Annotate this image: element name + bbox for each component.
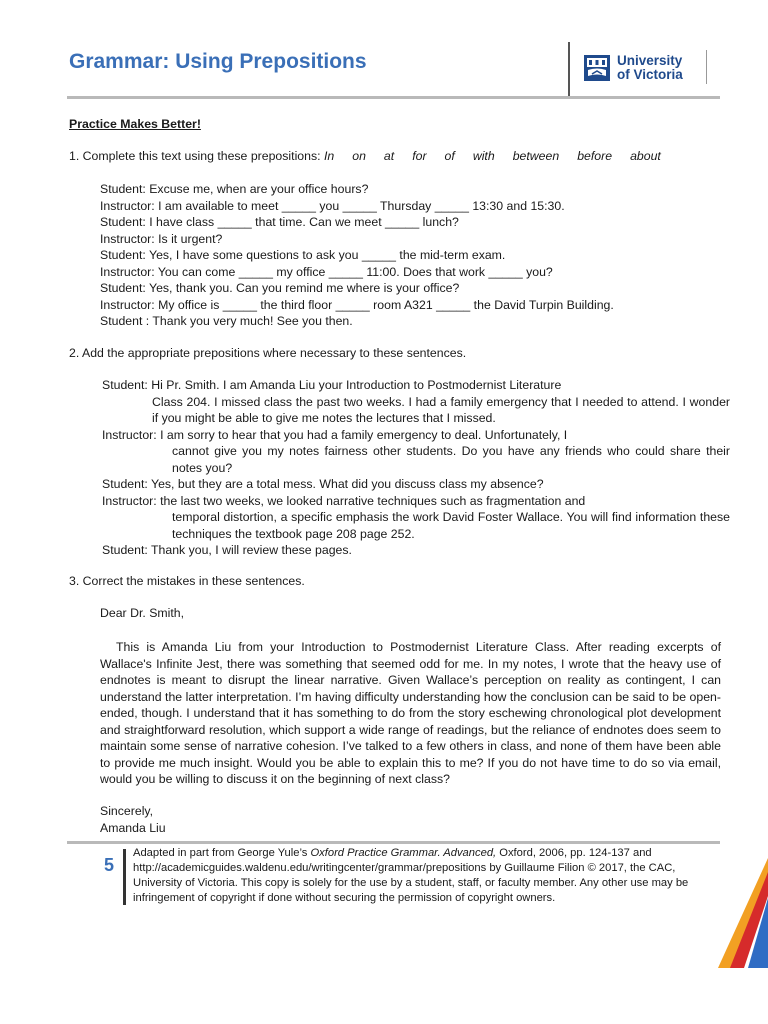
university-logo [583, 54, 683, 82]
dialogue-line: Instructor: the last two weeks, we looked narrative techniques such as fragmentation and [102, 493, 586, 508]
page-title: Grammar: Using Prepositions [69, 50, 367, 73]
dialogue-line: Student: Yes, thank you. Can you remind me where is your office? [100, 281, 460, 295]
header-divider-right [706, 50, 707, 84]
footer-attribution [133, 846, 727, 906]
dialogue-line: Student: Yes, but they are a total mess. What did you discuss class my absence? [102, 477, 544, 491]
logo-wordmark [617, 54, 683, 82]
preposition: of [444, 149, 455, 163]
letter-salutation: Dear Dr. Smith, [100, 606, 185, 620]
dialogue-line: Instructor: My office is _____ the third floor _____ room A321 _____ the David Turpin Building. [100, 297, 614, 312]
dialogue-turn [102, 377, 730, 427]
logo-line-2: of Victoria [617, 67, 683, 82]
preposition: about [630, 149, 661, 163]
preposition: at [383, 149, 395, 163]
page-number: 5 [104, 855, 115, 875]
letter-body: This is Amanda Liu from your Introduction to Postmodernist Literature Class. After reading excerpts of Wallace's Infinite Jest, there was something that seemed odd for me. In my notes, I wrote that the heavy use of endnotes is meant to disrupt the linear narrative. Given Wallace’s perception on reality as contingent, I can understand the latter interpretation. I’m having difficulty understanding how the conclusion can be said to be open-ended, though. I understand that it has something to do from the story eschewing chronological plot development and straightforward resolution, which support a wide range of readings, but the reliance of endnotes does seem to maintain some sense of narrative cohesion. I’ve talked to a few others in class, and none of them have been able to provide me much insight. Would you be able to explain this to me? If you do not have time to do so via email, would you be willing to discuss it on the beginning of next class? [100, 640, 721, 786]
exercise-1-dialogue [100, 181, 614, 330]
preposition: In [323, 149, 335, 163]
signature-name: Amanda Liu [100, 820, 166, 835]
dialogue-line: Student: Excuse me, when are your office hours? [100, 182, 369, 196]
dialogue-line: Student: I have class _____ that time. Can we meet _____ lunch? [100, 215, 459, 229]
footer-divider [123, 849, 126, 905]
preposition: before [577, 149, 613, 163]
dialogue-turn [102, 493, 730, 543]
footer-book-title: Oxford Practice Grammar. Advanced, [310, 847, 497, 859]
dialogue-line: Instructor: I am available to meet _____ you _____ Thursday _____ 13:30 and 15:30. [100, 198, 565, 213]
closing-phrase: Sincerely, [100, 804, 154, 818]
footer-rule [67, 841, 720, 844]
footer-text-after: Oxford, 2006, pp. 124-137 and http://academicguides.waldenu.edu/writingcenter/grammar/prepositions by Guillaume Filion © 2017, the CAC, University of Victoria. This copy is solely for the use by a student, staff, or faculty member. Any other use may be infringement of copyright if done without securing the permission of copyright owners. [133, 847, 689, 904]
dialogue-turn [102, 476, 730, 493]
header-rule [67, 96, 720, 99]
exercise-3-instruction: 3. Correct the mistakes in these sentences. [69, 574, 305, 588]
uvic-crest-icon [583, 54, 611, 82]
dialogue-line: Student : Thank you very much! See you then. [100, 314, 353, 328]
preposition: between [512, 149, 560, 163]
preposition: for [412, 149, 427, 163]
dialogue-line: Student: Thank you, I will review these pages. [102, 543, 352, 557]
exercise-2-dialogue [102, 377, 730, 559]
dialogue-continuation: cannot give you my notes fairness other students. Do you have any friends who could share their notes you? [172, 444, 730, 475]
dialogue-continuation: temporal distortion, a specific emphasis the work David Foster Wallace. You will find information these techniques the textbook page 208 page 252. [172, 510, 730, 541]
letter-closing [100, 803, 166, 836]
exercise-2-instruction: 2. Add the appropriate prepositions where necessary to these sentences. [69, 346, 467, 360]
dialogue-line: Student: Hi Pr. Smith. I am Amanda Liu your Introduction to Postmodernist Literature [102, 378, 562, 392]
dialogue-line: Instructor: I am sorry to hear that you had a family emergency to deal. Unfortunately, I [102, 427, 568, 442]
header-divider [568, 42, 570, 99]
exercise-1-instruction [69, 149, 679, 163]
dialogue-turn [102, 427, 730, 477]
dialogue-line: Student: Yes, I have some questions to ask you _____ the mid-term exam. [100, 248, 506, 262]
dialogue-turn [102, 542, 730, 559]
preposition-list [324, 149, 679, 163]
logo-line-1: University [617, 53, 683, 68]
exercise-1-instruction-text: 1. Complete this text using these prepositions: [69, 149, 321, 163]
dialogue-line: Instructor: Is it urgent? [100, 231, 223, 246]
dialogue-line: Instructor: You can come _____ my office _____ 11:00. Does that work _____ you? [100, 264, 553, 279]
preposition: on [352, 149, 366, 163]
footer-text-before: Adapted in part from George Yule’s [133, 847, 311, 859]
preposition: with [472, 149, 495, 163]
section-heading: Practice Makes Better! [69, 117, 201, 131]
corner-stripes-decoration [718, 858, 768, 968]
dialogue-continuation: Class 204. I missed class the past two weeks. I had a family emergency that I needed to attend. I wonder if you might be able to give me notes the lectures that I missed. [152, 394, 730, 425]
